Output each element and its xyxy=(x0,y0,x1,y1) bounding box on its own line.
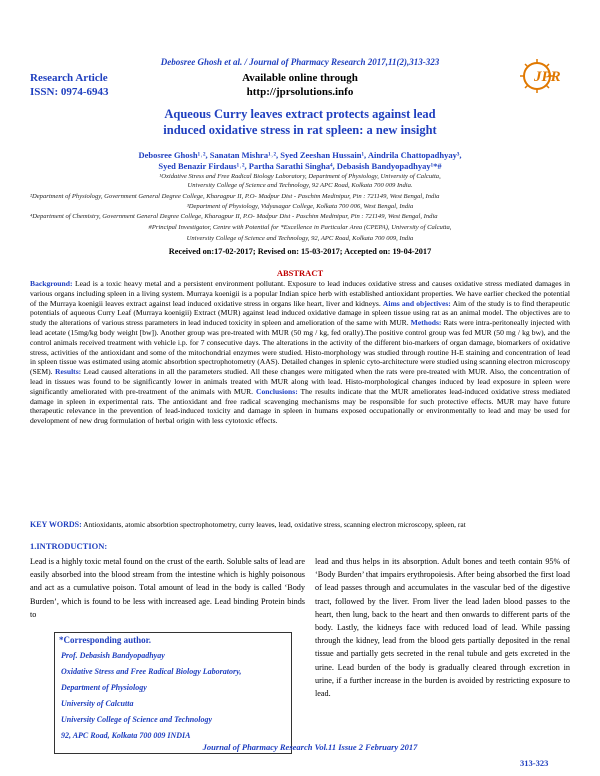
affiliation-4: ⁴Department of Chemistry, Government General Degree College, Kharagpur II, P.O- Madpur Dist - Paschim Medinipur, Pin : 721149, West Bengal, India xyxy=(30,213,438,220)
footer-page-range: 313-323 xyxy=(520,758,549,768)
journal-website-link[interactable]: http://jprsolutions.info xyxy=(246,86,354,98)
results-text: Lead caused alterations in all the parameters studied. All these changes were mitigated when the rats were pre-treated with MUR. Also, the concentration of lead in tissues was found to be significantly lower in animals treated with MUR along with lead. Histo-morphological changes induced by lead exposure in spleen were significantly ameliorated with pre-treatment of the animals with MUR. xyxy=(30,367,570,396)
affiliation-5b: University College of Science and Technology, 92, APC Road, Kolkata 700 009, India xyxy=(186,235,414,242)
submission-dates: Received on:17-02-2017; Revised on: 15-03-2017; Accepted on: 19-04-2017 xyxy=(168,247,432,256)
corresponding-author-box xyxy=(54,632,292,754)
authors-line-1: Debosree Ghosh¹˒², Sanatan Mishra¹˒², Syed Zeeshan Hussain¹, Aindrila Chattopadhyay³, xyxy=(138,150,462,160)
authors-line-2: Syed Benazir Firdaus¹˒², Partha Sarathi Singha⁴, Debasish Bandyopadhyay¹*# xyxy=(158,161,442,171)
affiliation-1b: University College of Science and Technology, 92 APC Road, Kolkata 700 009 India. xyxy=(187,182,413,189)
background-label: Background: xyxy=(30,279,73,288)
corresponding-author-heading: *Corresponding author. xyxy=(59,635,152,645)
conclusions-label: Conclusions: xyxy=(255,386,298,396)
footer-journal: Journal of Pharmacy Research Vol.11 Issue 2 February 2017 xyxy=(202,742,418,752)
introduction-right-column: lead and thus helps in its absorption. Adult bones and teeth contain 95% of ‘Body Burden’ that impairs erythropoiesis. After being absorbed the first load of lead passes through and accumulates in the vascular bed of the digestive tract, followed by the liver. From liver the lead laden blood passes to the heart, then lung, back to the heart and then onwards to different parts of the body. Lastly, the kidneys face with reduced load of lead. While passing through the kidney, lead from the blood gets partially deposited in the renal tissue and partially gets secreted in the renal tubule and gets excreted in the urine. Lead burden of the body is gradually cleared through excretion in urine, if a further increase in the burden is avoided by restricting exposure to lead. xyxy=(315,557,570,699)
corresponding-author-line: University College of Science and Technology xyxy=(61,715,213,724)
author-list xyxy=(80,150,520,172)
title-line-2: induced oxidative stress in rat spleen: a new insight xyxy=(163,123,437,137)
keywords-text: Antioxidants, atomic absorbtion spectrophotometry, curry leaves, lead, oxidative stress, scanning electron microscopy, spleen, rat xyxy=(83,520,466,529)
corresponding-author-line: Oxidative Stress and Free Radical Biology Laboratory, xyxy=(61,667,242,676)
introduction-left-column: Lead is a highly toxic metal found on the crust of the earth. Soluble salts of lead are easily absorbed into the blood stream from the intestine which is highly poisonous and act as a cumulative poison. Total amount of lead in the body is called ‘Body Burden’, which is found to be less with increased age. Lead binding Protein binds to xyxy=(30,557,305,619)
article-type-label: Research Article xyxy=(30,72,108,84)
corresponding-author-line: University of Calcutta xyxy=(61,699,134,708)
results-label: Results: xyxy=(55,367,82,377)
running-head: Debosree Ghosh et al. / Journal of Pharmacy Research 2017,11(2),313-323 xyxy=(160,57,440,67)
aims-text: Aim of the study is to find therapeutic potentials of aqueous Curry Leaf (Murraya koenigii) Extract (MUR) against lead induced oxidative damage in spleen tissue using rat as an animal model. The objectives are to study the alterations of various stress parameters in lead induced toxicity in spleen and amelioration of the same with MUR. xyxy=(30,298,570,328)
logo-lettering: JPR xyxy=(534,69,561,85)
abstract-heading: ABSTRACT xyxy=(276,268,324,278)
abstract-body xyxy=(30,279,570,426)
jpr-logo-icon xyxy=(520,58,570,94)
affiliation-3: ³Department of Physiology, Vidyasagar College, Kolkata 700 006, West Bengal, India xyxy=(186,203,414,210)
conclusions-text: The results indicate that the MUR ameliorates lead-induced oxidative stress mediated damage in spleen in experimental rats. The antioxidant and free radical scavenging mechanisms may be responsible for such protective effects. MUR may have future therapeutic relevance in the prevention of lead-induced toxicity and damage in spleen in humans exposed occupationally or environmentally to lead and may be used for development of new drug formulation of herbal origin with less cytotoxic effects. xyxy=(30,386,570,426)
journal-logo xyxy=(520,58,570,94)
keywords xyxy=(30,520,570,530)
corresponding-author-line: 92, APC Road, Kolkata 700 009 INDIA xyxy=(61,731,191,740)
background-text: Lead is a toxic heavy metal and a persistent environment pollutant. Exposure to lead induces oxidative stress and causes oxidative stress mediated damages in various organs including spleen in a living system. Murraya koenigii is a popular Indian spice herb with established antioxidant properties. We have earlier checked the potential of the Murraya koenigii leaves extract against lead induced oxidative stress in organs like heart, liver and kidneys. xyxy=(30,279,570,308)
aims-label: Aims and objectives: xyxy=(382,298,451,308)
availability-note: Available online through xyxy=(242,72,358,84)
corresponding-author-line: Prof. Debasish Bandyopadhyay xyxy=(61,651,165,660)
article-title xyxy=(120,106,480,138)
corresponding-author-line: Department of Physiology xyxy=(61,683,147,692)
title-line-1: Aqueous Curry leaves extract protects against lead xyxy=(164,107,436,121)
keywords-label: KEY WORDS: xyxy=(30,520,82,529)
methods-text: Rats were intra-peritoneally injected with lead acetate (15mg/kg body weight [bw]). Another group was pre-treated with MUR (50 mg / kg, fed orally).The positive control group was fed MUR (50 mg / kg bw), and the control animals received treatment with vehicle i.p. for 7 consecutive days. The alterations in the activity of the different bio-markers of organ damage, biomarkers of oxidative stress, activities of the antioxidant and some of the mitochondrial enzymes were studied. Histo-morphology was studied through routine H-E staining and concentration of lead in spleen tissue was estimated using atomic absorbtion spectrophotometry (AAS). Detailed changes in splenic cyto-architecture were studied using scanning electron microscopy (SEM). xyxy=(30,318,571,377)
affiliation-2: ²Department of Physiology, Government General Degree College, Kharagpur II, P.O- Madpur Dist - Paschim Medinipur, Pin : 721149, West Bengal, India xyxy=(30,193,440,200)
issn-label: ISSN: 0974-6943 xyxy=(30,86,109,98)
methods-label: Methods: xyxy=(410,318,442,328)
affiliation-1a: ¹Oxidative Stress and Free Radical Biology Laboratory, Department of Physiology, University of Calcutta, xyxy=(159,173,441,180)
introduction-heading: 1.INTRODUCTION: xyxy=(30,541,108,551)
affiliation-5a: #Principal Investigator, Centre with Potential for *Excellence in Particular Area (CPEPA), University of Calcutta, xyxy=(148,224,452,231)
